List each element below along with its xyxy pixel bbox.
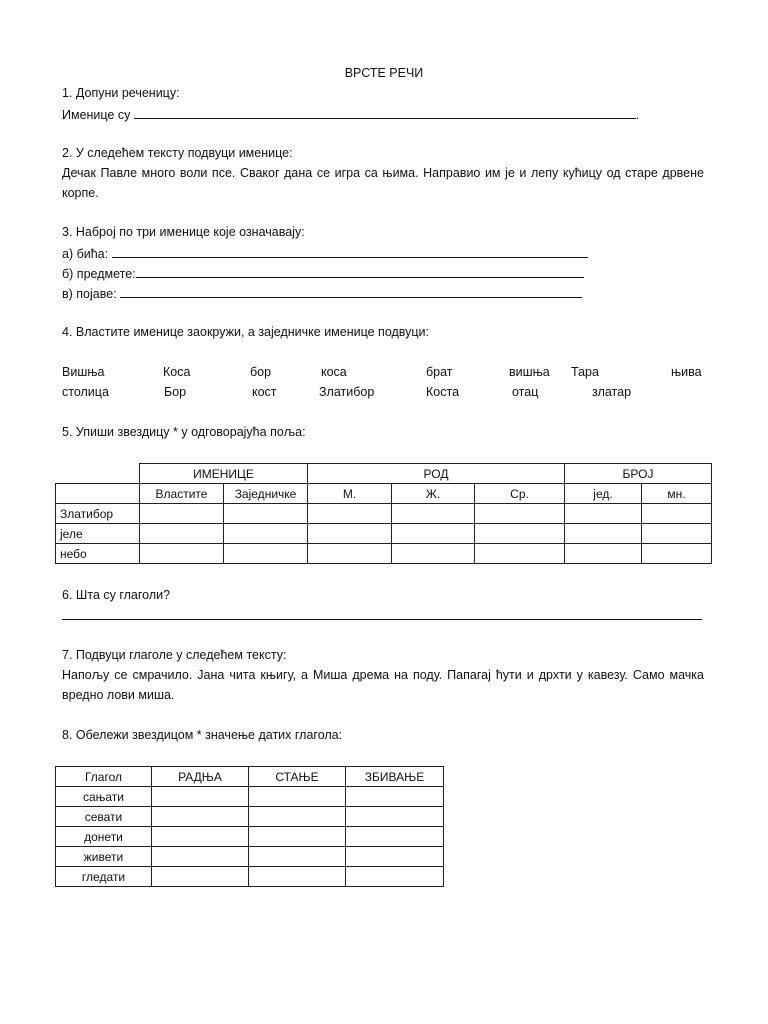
answer-cell[interactable] bbox=[642, 524, 712, 544]
answer-cell[interactable] bbox=[565, 524, 642, 544]
q7-heading: 7. Подвуци глаголе у следећем тексту: bbox=[62, 648, 287, 662]
answer-cell[interactable] bbox=[475, 544, 565, 564]
answer-cell[interactable] bbox=[308, 544, 392, 564]
verb-label: живети bbox=[56, 847, 152, 867]
verb-label: донети bbox=[56, 827, 152, 847]
answer-cell[interactable] bbox=[346, 867, 444, 887]
column-header: РАДЊА bbox=[152, 767, 249, 787]
row-label: небо bbox=[56, 544, 140, 564]
answer-cell[interactable] bbox=[249, 787, 346, 807]
subheader: Властите bbox=[140, 484, 224, 504]
q4-heading: 4. Властите именице заокружи, а заједничке именице подвуци: bbox=[62, 325, 430, 339]
q3-a-label: а) бића: bbox=[62, 247, 109, 261]
answer-cell[interactable] bbox=[152, 847, 249, 867]
q4-word[interactable]: бор bbox=[250, 365, 272, 379]
q7-text: Напољу се смрачило. Јана чита књигу, а Миша дрема на поду. Папагај ћути и дрхти у кавезу. Само мачка вредно лови миша. bbox=[62, 668, 704, 702]
row-label: Златибор bbox=[56, 504, 140, 524]
q4-word[interactable]: Коста bbox=[426, 385, 460, 399]
q4-word[interactable]: златар bbox=[592, 385, 632, 399]
answer-cell[interactable] bbox=[140, 524, 224, 544]
verb-meaning-table bbox=[55, 766, 444, 887]
answer-cell[interactable] bbox=[224, 544, 308, 564]
answer-cell[interactable] bbox=[249, 827, 346, 847]
verb-label: севати bbox=[56, 807, 152, 827]
q8-heading: 8. Обележи звездицом * значење датих глагола: bbox=[62, 728, 343, 742]
answer-cell[interactable] bbox=[392, 504, 475, 524]
table-row bbox=[56, 867, 444, 887]
q4-word[interactable]: Коса bbox=[163, 365, 191, 379]
answer-cell[interactable] bbox=[565, 544, 642, 564]
q4-word[interactable]: Тара bbox=[571, 365, 599, 379]
q3-b-label: б) предмете: bbox=[62, 267, 136, 281]
q2-text: Дечак Павле много воли псе. Сваког дана се игра са њима. Направио им је и лепу кућицу од старе дрвене корпе. bbox=[62, 166, 704, 200]
answer-cell[interactable] bbox=[475, 524, 565, 544]
answer-cell[interactable] bbox=[392, 524, 475, 544]
group-header-rod: РОД bbox=[308, 464, 565, 484]
column-header: ЗБИВАЊЕ bbox=[346, 767, 444, 787]
answer-cell[interactable] bbox=[249, 807, 346, 827]
q4-word[interactable]: Златибор bbox=[319, 385, 375, 399]
q4-word[interactable]: коса bbox=[321, 365, 347, 379]
answer-cell[interactable] bbox=[475, 504, 565, 524]
table-row bbox=[56, 787, 444, 807]
subheader: М. bbox=[308, 484, 392, 504]
answer-cell[interactable] bbox=[224, 504, 308, 524]
q2-heading: 2. У следећем тексту подвуци именице: bbox=[62, 146, 293, 160]
subheader: мн. bbox=[642, 484, 712, 504]
column-header: СТАЊЕ bbox=[249, 767, 346, 787]
q1-line bbox=[62, 106, 639, 122]
answer-cell[interactable] bbox=[140, 544, 224, 564]
q5-heading: 5. Упиши звездицу * у одговорајућа поља: bbox=[62, 425, 306, 439]
q1-heading: 1. Допуни реченицу: bbox=[62, 86, 180, 100]
answer-cell[interactable] bbox=[308, 504, 392, 524]
table-row bbox=[56, 544, 712, 564]
subheader: Заједничке bbox=[224, 484, 308, 504]
q4-word[interactable]: њива bbox=[671, 365, 702, 379]
group-header-broj: БРОЈ bbox=[565, 464, 712, 484]
answer-cell[interactable] bbox=[152, 827, 249, 847]
answer-cell[interactable] bbox=[152, 867, 249, 887]
table-row bbox=[56, 827, 444, 847]
row-label: јеле bbox=[56, 524, 140, 544]
q4-word[interactable]: кост bbox=[252, 385, 277, 399]
q6-answer-blank[interactable] bbox=[62, 619, 702, 620]
q3-a-line bbox=[62, 245, 588, 261]
answer-cell[interactable] bbox=[392, 544, 475, 564]
q1-end: . bbox=[635, 108, 640, 122]
column-header: Глагол bbox=[56, 767, 152, 787]
answer-cell[interactable] bbox=[224, 524, 308, 544]
answer-cell[interactable] bbox=[249, 867, 346, 887]
subheader: јед. bbox=[565, 484, 642, 504]
group-header-imenice: ИМЕНИЦЕ bbox=[140, 464, 308, 484]
q1-answer-blank[interactable] bbox=[134, 106, 636, 119]
q3-b-line bbox=[62, 265, 584, 281]
q4-word[interactable]: брат bbox=[426, 365, 453, 379]
q4-word[interactable]: отац bbox=[512, 385, 539, 399]
answer-cell[interactable] bbox=[346, 807, 444, 827]
answer-cell[interactable] bbox=[642, 504, 712, 524]
table-corner bbox=[56, 464, 140, 484]
answer-cell[interactable] bbox=[346, 787, 444, 807]
q3-heading: 3. Наброј по три именице које означавају: bbox=[62, 225, 305, 239]
table-row bbox=[56, 524, 712, 544]
table-row bbox=[56, 807, 444, 827]
subheader: Ж. bbox=[392, 484, 475, 504]
noun-classification-table bbox=[55, 463, 712, 564]
answer-cell[interactable] bbox=[346, 847, 444, 867]
answer-cell[interactable] bbox=[140, 504, 224, 524]
q3-c-line bbox=[62, 285, 582, 301]
q3-c-label: в) појаве: bbox=[62, 287, 117, 301]
answer-cell[interactable] bbox=[565, 504, 642, 524]
q4-word[interactable]: вишња bbox=[509, 365, 550, 379]
q3-a-blank[interactable] bbox=[112, 245, 588, 258]
q3-c-blank[interactable] bbox=[120, 285, 582, 298]
answer-cell[interactable] bbox=[152, 807, 249, 827]
table-row bbox=[56, 504, 712, 524]
q3-b-blank[interactable] bbox=[136, 265, 584, 278]
answer-cell[interactable] bbox=[308, 524, 392, 544]
subheader: Ср. bbox=[475, 484, 565, 504]
q1-prompt: Именице су bbox=[62, 108, 131, 122]
answer-cell[interactable] bbox=[642, 544, 712, 564]
row-label-empty bbox=[56, 484, 140, 504]
q4-word[interactable]: Бор bbox=[164, 385, 187, 399]
answer-cell[interactable] bbox=[249, 847, 346, 867]
answer-cell[interactable] bbox=[152, 787, 249, 807]
page-title: ВРСТЕ РЕЧИ bbox=[344, 66, 424, 80]
table-row bbox=[56, 847, 444, 867]
q4-word[interactable]: столица bbox=[62, 385, 109, 399]
q4-word[interactable]: Вишња bbox=[62, 365, 105, 379]
verb-label: гледати bbox=[56, 867, 152, 887]
q6-heading: 6. Шта су глаголи? bbox=[62, 588, 171, 602]
verb-label: сањати bbox=[56, 787, 152, 807]
answer-cell[interactable] bbox=[346, 827, 444, 847]
